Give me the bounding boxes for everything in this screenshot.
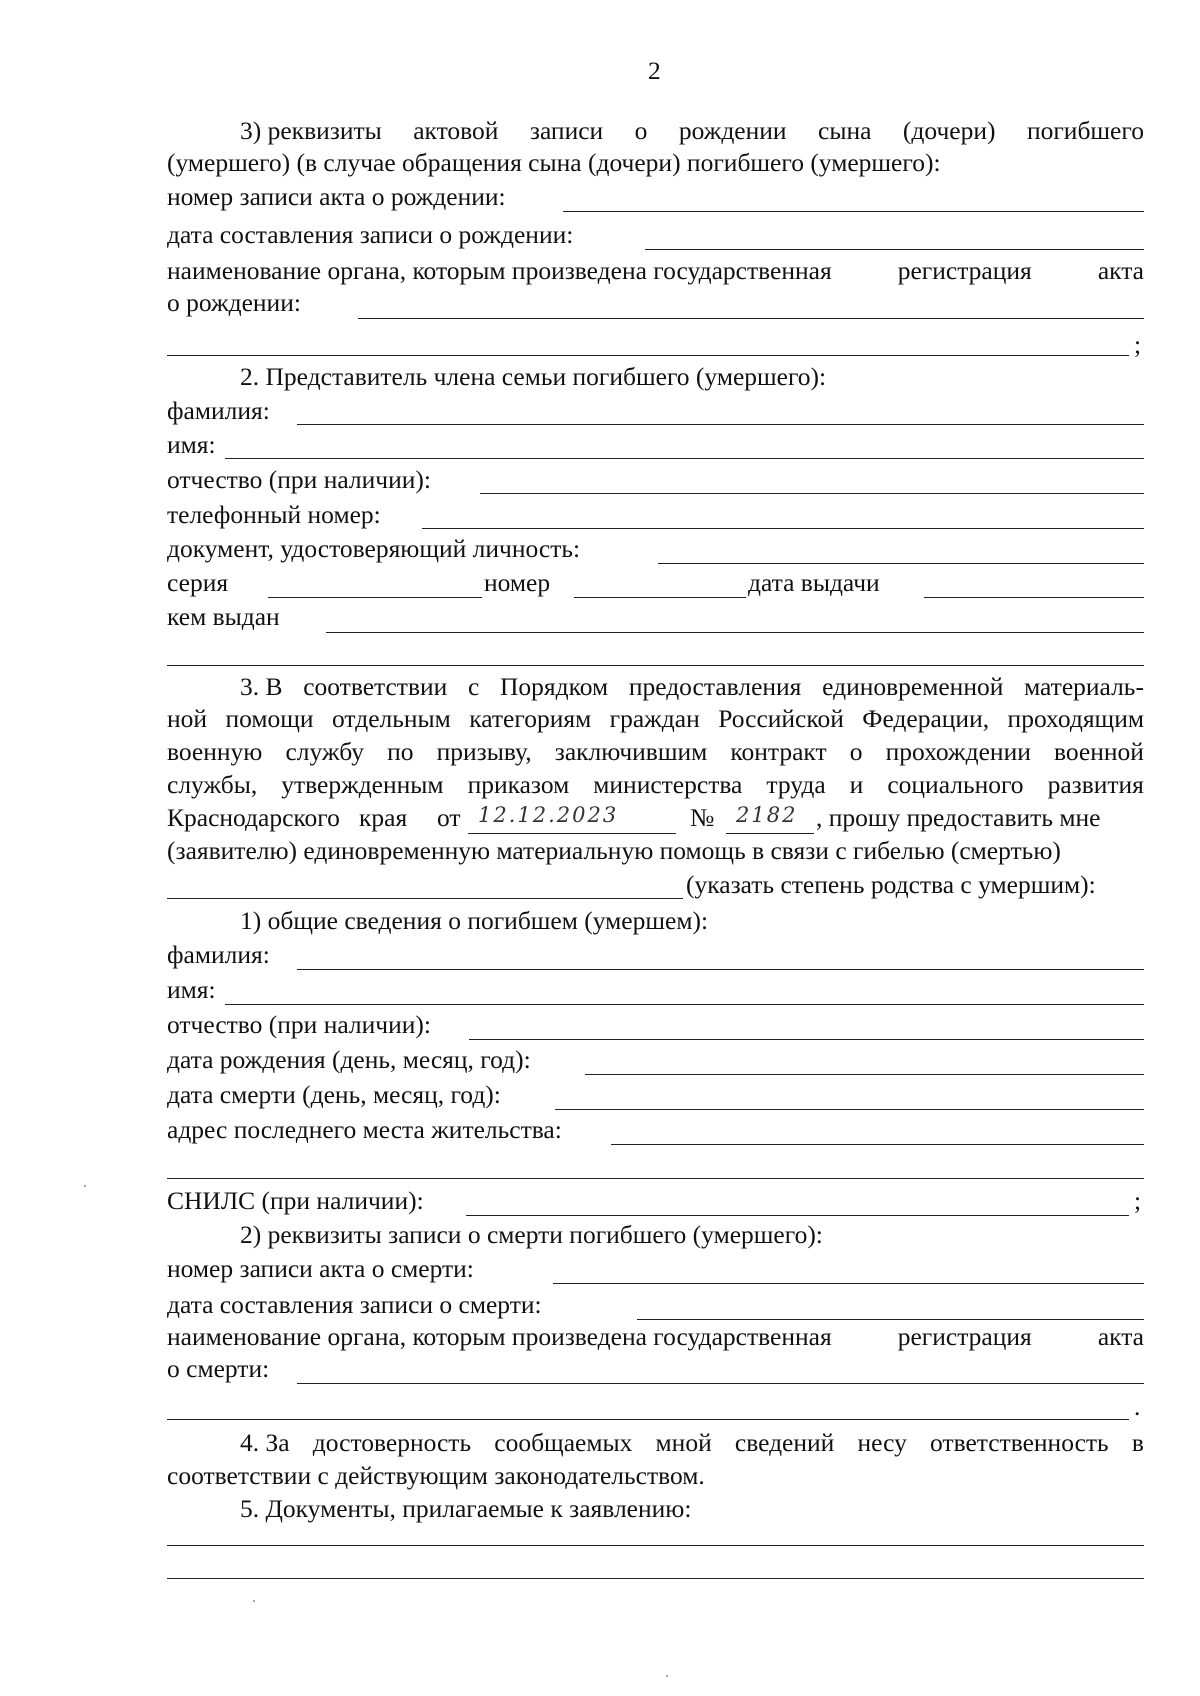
justified-word: (дочери) (902, 116, 996, 145)
justified-word: наименование органа, которым произведена государственная (167, 1322, 832, 1351)
justified-word: наименование органа, которым произведена государственная (167, 256, 832, 285)
order-date-handwritten: 12.12.2023 (478, 803, 619, 827)
justified-word: 3) реквизиты (240, 116, 382, 145)
page-number: 2 (648, 56, 661, 85)
birth-record-intro-line (240, 116, 1144, 146)
rep-patronymic-label: отчество (при наличии): (167, 465, 431, 494)
justified-word: по (387, 737, 414, 766)
birth-record-number-field[interactable] (563, 211, 1144, 212)
justified-word: категориям (469, 704, 592, 733)
birth-record-date-label: дата составления записи о рождении: (167, 220, 574, 249)
deceased-address-field-2[interactable] (167, 1178, 1144, 1179)
rep-patronymic-field[interactable] (480, 493, 1144, 494)
death-record-heading: 2) реквизиты записи о смерти погибшего (умершего): (240, 1220, 823, 1249)
section-4-line-2: соответствии с действующим законодательством. (167, 1461, 705, 1490)
attachments-field-1[interactable] (167, 1545, 1144, 1546)
justified-word: и (849, 770, 864, 799)
snils-semicolon: ; (1134, 1186, 1142, 1215)
justified-word: социального (887, 770, 1024, 799)
rep-issue-date-field[interactable] (924, 597, 1144, 598)
justified-word: развития (1047, 770, 1144, 799)
scan-speck (253, 1600, 255, 1602)
justified-word: призыву, (436, 737, 532, 766)
death-record-date-field[interactable] (637, 1319, 1144, 1320)
justified-word: Российской (718, 704, 844, 733)
justified-word: достоверность (312, 1428, 472, 1457)
justified-word: труда (766, 770, 826, 799)
rep-issued-by-label: кем выдан (167, 602, 280, 631)
deceased-birth-date-field[interactable] (585, 1074, 1144, 1075)
death-record-date-label: дата составления записи о смерти: (167, 1290, 542, 1319)
rep-number-field[interactable] (574, 597, 746, 598)
section-3-para-line-3 (167, 737, 1144, 767)
justified-word: граждан (609, 704, 700, 733)
section-3-para-line-5-rest: , прошу предоставить мне (816, 803, 1101, 832)
justified-word: предоставления (628, 672, 802, 701)
deceased-patronymic-label: отчество (при наличии): (167, 1010, 431, 1039)
birth-record-intro-line-2: (умершего) (в случае обращения сына (дочери) погибшего (умершего): (167, 148, 941, 177)
rep-surname-label: фамилия: (167, 396, 270, 425)
justified-word: министерства (593, 770, 743, 799)
death-record-number-field[interactable] (553, 1283, 1144, 1284)
justified-word: военной (1054, 737, 1144, 766)
death-registrar-field[interactable] (297, 1383, 1144, 1384)
justified-word: материаль- (1024, 672, 1144, 701)
justified-word: в (1131, 1428, 1144, 1457)
rep-id-doc-field[interactable] (658, 563, 1144, 564)
rep-issued-by-field-2[interactable] (167, 665, 1144, 666)
justified-word: погибшего (1026, 116, 1144, 145)
deceased-name-label: имя: (167, 975, 216, 1004)
section-4-line-1 (240, 1428, 1144, 1458)
scan-speck (666, 1675, 668, 1677)
deceased-address-field[interactable] (611, 1144, 1144, 1145)
justified-word: сведений (734, 1428, 835, 1457)
justified-word: единовременной (822, 672, 1004, 701)
rep-series-field[interactable] (268, 597, 482, 598)
justified-word: мной (655, 1428, 712, 1457)
deceased-birth-date-label: дата рождения (день, месяц, год): (167, 1045, 531, 1074)
birth-record-number-label: номер записи акта о рождении: (167, 182, 506, 211)
justified-word: о (849, 737, 863, 766)
justified-word: службы, (167, 770, 258, 799)
justified-word: соответствии (303, 672, 448, 701)
death-registrar-period: . (1134, 1392, 1141, 1421)
rep-phone-field[interactable] (422, 528, 1144, 529)
birth-record-date-field[interactable] (645, 249, 1144, 250)
deceased-surname-label: фамилия: (167, 940, 270, 969)
rep-number-label: номер (484, 568, 551, 597)
scan-speck (84, 1185, 86, 1187)
birth-registrar-field-2[interactable] (167, 355, 1129, 356)
justified-word: заключившим (554, 737, 708, 766)
justified-word: акта (1097, 1322, 1144, 1351)
section-3-para-line-6: (заявителю) единовременную материальную помощь в связи с гибелью (смертью) (167, 836, 1061, 865)
rep-name-label: имя: (167, 430, 216, 459)
order-number-handwritten: 2182 (736, 803, 798, 827)
death-record-number-label: номер записи акта о смерти: (167, 1254, 474, 1283)
justified-word: несу (857, 1428, 907, 1457)
section-2-heading: 2. Представитель члена семьи погибшего (умершего): (240, 362, 827, 391)
justified-word: регистрация (897, 256, 1032, 285)
justified-word: регистрация (897, 1322, 1032, 1351)
snils-label: СНИЛС (при наличии): (167, 1186, 424, 1215)
rep-issued-by-field[interactable] (326, 632, 1144, 633)
section-3-para-line-5a: Краснодарского (167, 803, 340, 832)
justified-word: актовой (413, 116, 499, 145)
snils-field[interactable] (466, 1215, 1129, 1216)
section-3-para-line-5-num-sign: № (690, 803, 715, 832)
rep-issue-date-label: дата выдачи (748, 568, 880, 597)
deceased-name-field[interactable] (225, 1004, 1144, 1005)
justified-word: сообщаемых (494, 1428, 633, 1457)
section-3-para-line-2 (167, 704, 1144, 734)
birth-registrar-label-line-2: о рождении: (167, 288, 301, 317)
justified-word: ответственность (930, 1428, 1109, 1457)
rep-surname-field[interactable] (297, 424, 1144, 425)
rep-name-field[interactable] (225, 458, 1144, 459)
relationship-field[interactable] (167, 898, 683, 899)
birth-registrar-semicolon: ; (1134, 330, 1142, 359)
justified-word: приказом (467, 770, 570, 799)
justified-word: рождении (678, 116, 787, 145)
justified-word: Федерации, (862, 704, 990, 733)
justified-word: отдельным (332, 704, 451, 733)
rep-id-doc-label: документ, удостоверяющий личность: (167, 534, 581, 563)
justified-word: о (634, 116, 648, 145)
justified-word: с (467, 672, 480, 701)
deceased-info-heading: 1) общие сведения о погибшем (умершем): (240, 906, 709, 935)
deceased-surname-field[interactable] (297, 969, 1144, 970)
deceased-address-label: адрес последнего места жительства: (167, 1115, 562, 1144)
rep-series-label: серия (167, 568, 229, 597)
birth-registrar-label-line-1 (167, 256, 1144, 286)
justified-word: утвержденным (281, 770, 444, 799)
death-registrar-field-2[interactable] (167, 1419, 1129, 1420)
section-5-heading: 5. Документы, прилагаемые к заявлению: (240, 1494, 692, 1523)
justified-word: ной (167, 704, 208, 733)
order-date-field[interactable] (468, 833, 676, 834)
justified-word: 3. В (240, 672, 283, 701)
justified-word: записи (529, 116, 604, 145)
attachments-field-2[interactable] (167, 1578, 1144, 1579)
justified-word: Порядком (500, 672, 609, 701)
section-3-para-line-5b: края (359, 803, 408, 832)
birth-registrar-field[interactable] (358, 318, 1144, 319)
death-registrar-label-line-1 (167, 1322, 1144, 1352)
section-3-para-line-5c: от (437, 803, 461, 832)
death-registrar-label-line-2: о смерти: (167, 1354, 270, 1383)
justified-word: помощи (225, 704, 314, 733)
section-3-para-line-4 (167, 770, 1144, 800)
rep-phone-label: телефонный номер: (167, 500, 381, 529)
justified-word: проходящим (1007, 704, 1144, 733)
section-3-para-line-1 (240, 672, 1144, 702)
justified-word: военную (167, 737, 263, 766)
justified-word: акта (1097, 256, 1144, 285)
order-number-field[interactable] (726, 833, 814, 834)
justified-word: сына (818, 116, 872, 145)
justified-word: прохождении (885, 737, 1031, 766)
deceased-death-date-field[interactable] (555, 1109, 1144, 1110)
justified-word: службу (285, 737, 364, 766)
deceased-death-date-label: дата смерти (день, месяц, год): (167, 1080, 501, 1109)
justified-word: 4. За (240, 1428, 290, 1457)
deceased-patronymic-field[interactable] (469, 1039, 1144, 1040)
justified-word: контракт (730, 737, 827, 766)
relationship-label: (указать степень родства с умершим): (686, 870, 1096, 899)
